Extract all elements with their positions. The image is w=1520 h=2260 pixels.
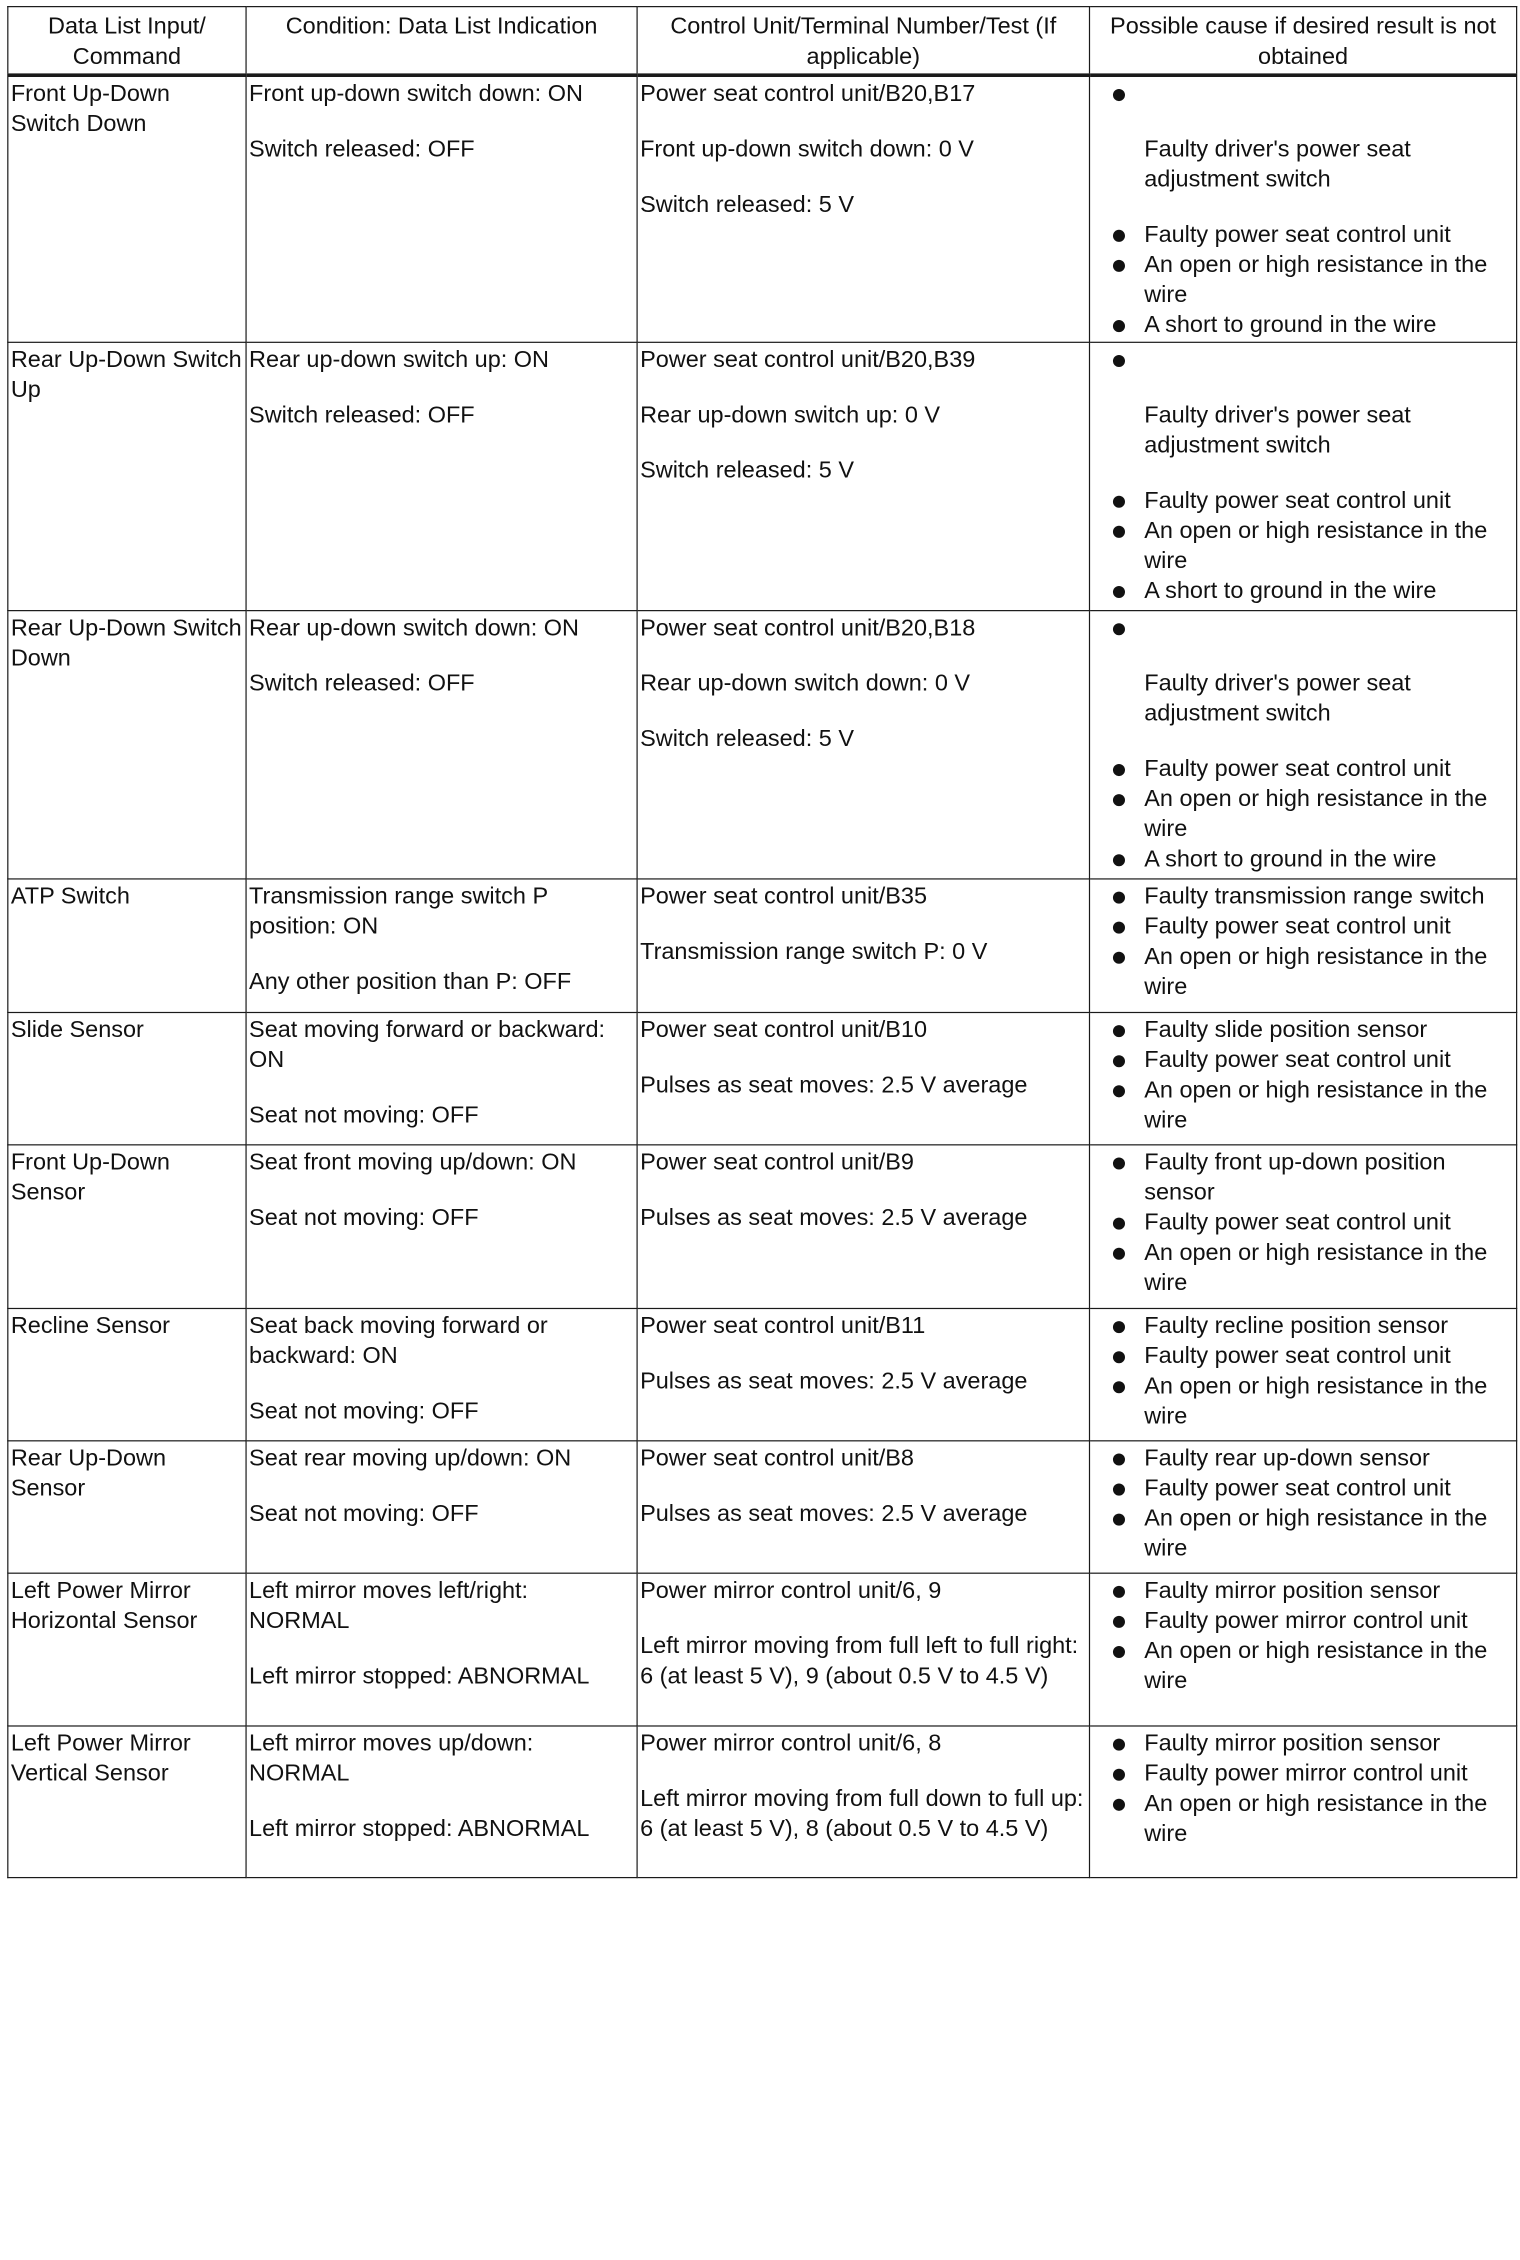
cell-input-command: Front Up-Down Switch Down [8,75,246,342]
cause-item: Faulty driver's power seat adjustment switch [1144,401,1411,459]
cell-input-command: Rear Up-Down Switch Up [8,342,246,610]
cause-item: Faulty rear up-down sensor [1112,1444,1514,1474]
cause-list [1093,1148,1514,1298]
cause-item: Faulty power mirror control unit [1112,1606,1514,1636]
cell-control-unit [637,1441,1089,1573]
table-row [8,879,1517,1013]
header-input-command: Data List Input/ Command [8,7,246,76]
condition-text: Seat not moving: OFF [249,1204,479,1231]
cause-item: Faulty front up-down position sensor [1112,1148,1514,1208]
control-text: Power seat control unit/B20,B39 [640,346,976,373]
cause-item: Faulty mirror position sensor [1112,1729,1514,1759]
control-text: Rear up-down switch down: 0 V [640,670,971,697]
table-row [8,1308,1517,1440]
condition-text: Left mirror stopped: ABNORMAL [249,1662,590,1690]
control-text: Power seat control unit/B9 [640,1149,914,1176]
cause-list [1093,1729,1514,1849]
cause-item: Faulty power seat control unit [1112,1342,1514,1372]
table-row [8,1012,1517,1144]
cause-item: Faulty power seat control unit [1112,1474,1514,1504]
condition-text: Any other position than P: OFF [249,968,572,996]
cell-possible-cause [1089,879,1516,1013]
cell-input-command: Left Power Mirror Vertical Sensor [8,1726,246,1878]
cell-condition [246,1573,637,1726]
cell-condition [246,1012,637,1144]
control-text: Pulses as seat moves: 2.5 V average [640,1204,1028,1231]
cell-possible-cause [1089,75,1516,342]
condition-text: Seat not moving: OFF [249,1102,479,1129]
header-control-unit: Control Unit/Terminal Number/Test (If applicable) [637,7,1089,76]
cell-control-unit [637,1573,1089,1726]
cause-list [1093,1576,1514,1696]
cause-item: Faulty power seat control unit [1112,486,1514,516]
cell-condition [246,1726,637,1878]
cell-condition [246,611,637,879]
table-row [8,1573,1517,1726]
control-text: Switch released: 5 V [640,457,854,484]
cause-item: An open or high resistance in the wire [1112,1636,1514,1696]
cause-item: An open or high resistance in the wire [1112,1372,1514,1432]
control-text: Switch released: 5 V [640,191,854,218]
header-row [8,7,1517,76]
cell-control-unit [637,1145,1089,1309]
cell-control-unit [637,879,1089,1013]
control-text: Front up-down switch down: 0 V [640,135,974,163]
cell-input-command: Recline Sensor [8,1308,246,1440]
cell-condition [246,1308,637,1440]
cause-list [1093,614,1514,875]
condition-text: Seat moving forward or backward: ON [249,1016,606,1074]
control-text: Switch released: 5 V [640,725,854,752]
cell-input-command: Left Power Mirror Horizontal Sensor [8,1573,246,1726]
cause-item: Faulty recline position sensor [1112,1311,1514,1341]
cause-item: Faulty transmission range switch [1112,882,1514,912]
cause-item: An open or high resistance in the wire [1112,784,1514,844]
control-text: Pulses as seat moves: 2.5 V average [640,1072,1028,1099]
control-text: Power seat control unit/B8 [640,1445,914,1472]
condition-text: Left mirror moves up/down: NORMAL [249,1730,534,1787]
header-condition: Condition: Data List Indication [246,7,637,76]
cause-item: Faulty power mirror control unit [1112,1759,1514,1789]
table-body [8,75,1517,1877]
condition-text: Seat not moving: OFF [249,1500,479,1527]
cell-condition [246,75,637,342]
cause-item [1112,79,1514,109]
cell-control-unit [637,75,1089,342]
cell-condition [246,879,637,1013]
condition-text: Switch released: OFF [249,135,475,163]
cell-possible-cause [1089,1441,1516,1573]
cell-control-unit [637,1012,1089,1144]
control-text: Rear up-down switch up: 0 V [640,401,941,429]
condition-text: Transmission range switch P position: ON [249,883,548,940]
cell-possible-cause [1089,1012,1516,1144]
cause-item: Faulty slide position sensor [1112,1016,1514,1046]
header-possible-cause: Possible cause if desired result is not obtained [1089,7,1516,76]
cause-list [1093,1016,1514,1136]
cause-item: Faulty power seat control unit [1112,754,1514,784]
cause-list [1093,345,1514,606]
condition-text: Seat back moving forward or backward: ON [249,1312,548,1370]
control-text: Transmission range switch P: 0 V [640,938,988,965]
cause-item [1112,614,1514,644]
cause-item: Faulty power seat control unit [1112,220,1514,250]
cell-condition [246,1441,637,1573]
cell-condition [246,342,637,610]
condition-text: Seat not moving: OFF [249,1398,479,1425]
control-text: Pulses as seat moves: 2.5 V average [640,1368,1028,1395]
cell-control-unit [637,1308,1089,1440]
cell-possible-cause [1089,1145,1516,1309]
cause-item: Faulty driver's power seat adjustment switch [1144,670,1411,727]
control-text: Power mirror control unit/6, 9 [640,1577,942,1604]
cause-item: An open or high resistance in the wire [1112,1789,1514,1849]
table-row [8,342,1517,610]
cause-list [1093,1311,1514,1431]
cell-input-command: Slide Sensor [8,1012,246,1144]
cause-item: An open or high resistance in the wire [1112,1238,1514,1298]
condition-text: Front up-down switch down: ON [249,80,583,108]
condition-text: Seat front moving up/down: ON [249,1149,577,1176]
control-text: Power seat control unit/B35 [640,883,928,910]
cause-list [1093,79,1514,340]
cause-item: A short to ground in the wire [1112,845,1514,875]
condition-text: Rear up-down switch down: ON [249,614,579,642]
cell-control-unit [637,611,1089,879]
table-row [8,75,1517,342]
cell-input-command: Rear Up-Down Switch Down [8,611,246,879]
control-text: Power mirror control unit/6, 8 [640,1730,942,1757]
cause-item: An open or high resistance in the wire [1112,250,1514,310]
cell-condition [246,1145,637,1309]
table-row [8,1441,1517,1573]
cause-list [1093,1444,1514,1564]
table-row [8,611,1517,879]
cell-control-unit [637,1726,1089,1878]
cell-possible-cause [1089,342,1516,610]
cause-item: Faulty mirror position sensor [1112,1576,1514,1606]
control-text: Left mirror moving from full left to full right: 6 (at least 5 V), 9 (about 0.5 V to 4.5 V) [640,1632,1079,1690]
control-text: Power seat control unit/B20,B17 [640,80,976,108]
cause-item: Faulty power seat control unit [1112,1208,1514,1238]
cell-possible-cause [1089,1573,1516,1726]
cause-item: Faulty driver's power seat adjustment switch [1144,135,1411,193]
cause-item: An open or high resistance in the wire [1112,1504,1514,1564]
cell-possible-cause [1089,611,1516,879]
cell-input-command: Rear Up-Down Sensor [8,1441,246,1573]
condition-text: Left mirror moves left/right: NORMAL [249,1577,529,1634]
cause-item: A short to ground in the wire [1112,576,1514,606]
cause-item: Faulty power seat control unit [1112,1046,1514,1076]
cause-item: Faulty power seat control unit [1112,912,1514,942]
cell-possible-cause [1089,1726,1516,1878]
cause-item: An open or high resistance in the wire [1112,942,1514,1002]
control-text: Power seat control unit/B11 [640,1312,926,1340]
cause-item: An open or high resistance in the wire [1112,1076,1514,1136]
condition-text: Rear up-down switch up: ON [249,346,549,373]
condition-text: Left mirror stopped: ABNORMAL [249,1815,590,1843]
cell-control-unit [637,342,1089,610]
table-row [8,1726,1517,1878]
cell-input-command: ATP Switch [8,879,246,1013]
cause-list [1093,882,1514,1002]
control-text: Power seat control unit/B10 [640,1016,928,1044]
cell-input-command: Front Up-Down Sensor [8,1145,246,1309]
cause-item [1112,345,1514,375]
control-text: Pulses as seat moves: 2.5 V average [640,1500,1028,1527]
condition-text: Switch released: OFF [249,670,475,697]
data-list-table [7,6,1517,1878]
control-text: Power seat control unit/B20,B18 [640,614,976,642]
table-row [8,1145,1517,1309]
cause-item: An open or high resistance in the wire [1112,516,1514,576]
condition-text: Switch released: OFF [249,401,475,429]
control-text: Left mirror moving from full down to full up: 6 (at least 5 V), 8 (about 0.5 V to 4.5 V) [640,1785,1084,1843]
condition-text: Seat rear moving up/down: ON [249,1445,572,1472]
cause-item: A short to ground in the wire [1112,310,1514,340]
cell-possible-cause [1089,1308,1516,1440]
